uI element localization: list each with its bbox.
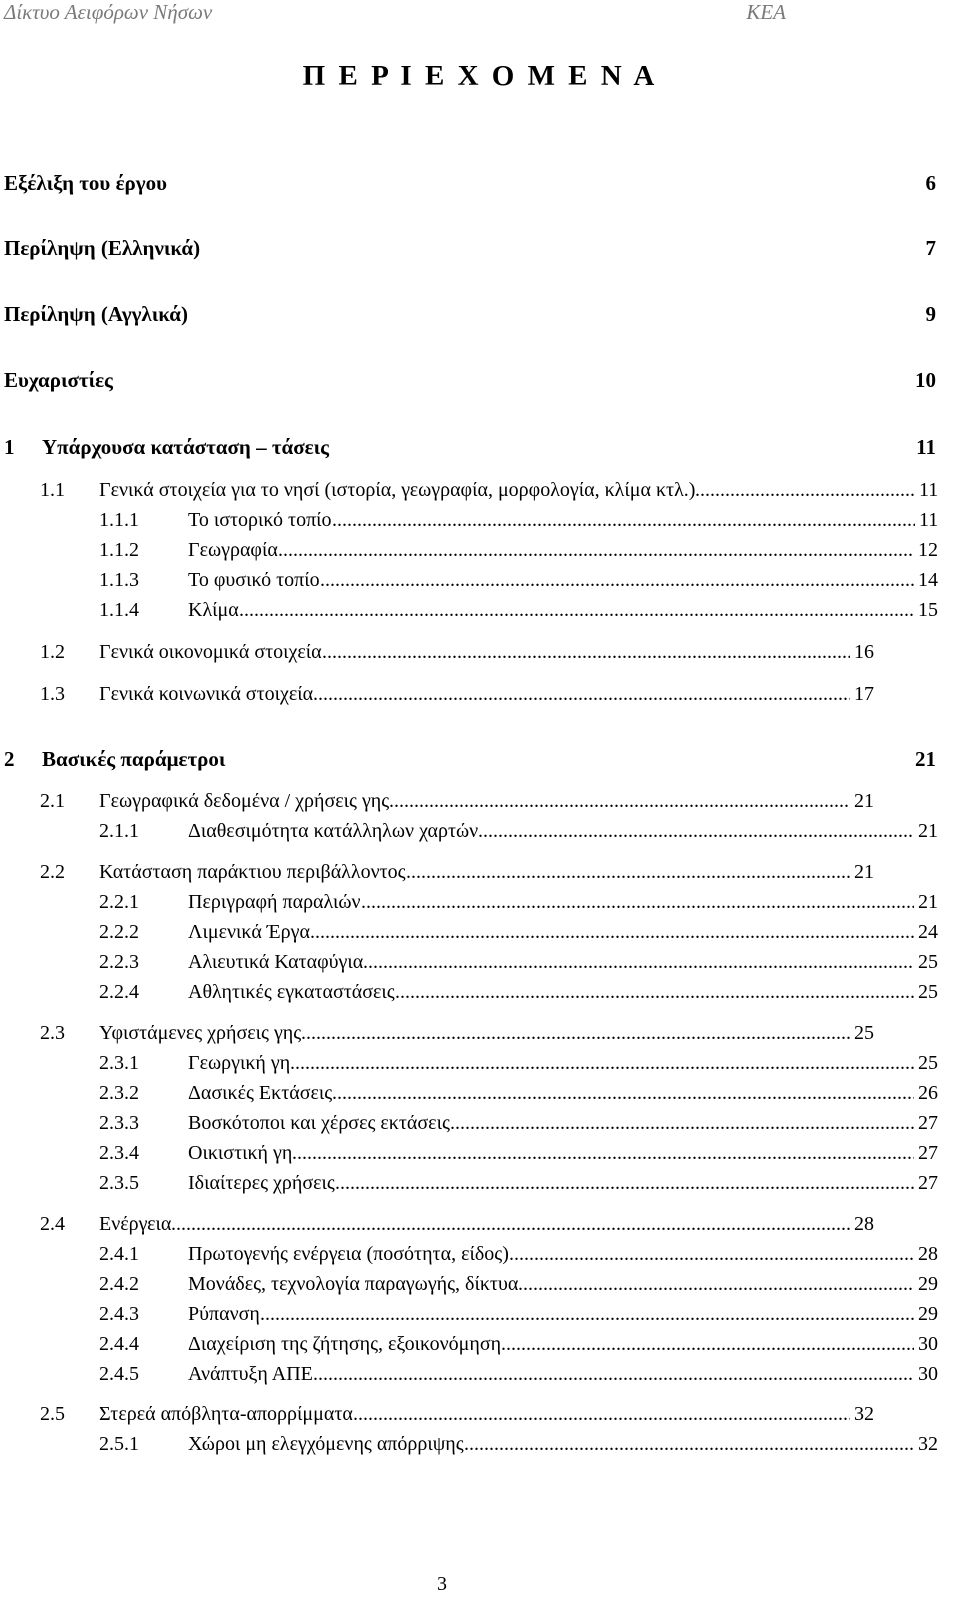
toc-entry-number: 2.3.2 [99,1082,139,1104]
toc-entry[interactable] [0,891,960,919]
toc-entry-page: 17 [854,683,874,705]
toc-entry[interactable] [0,1433,960,1461]
toc-entry-page: 21 [915,747,936,771]
toc-entry-leader-dots [292,1142,914,1170]
toc-entry[interactable] [0,1052,960,1080]
toc-entry-page: 24 [918,921,938,943]
toc-entry[interactable] [0,1213,960,1241]
toc-entry-number: 1.1.3 [99,569,139,591]
toc-entry-page: 7 [925,236,936,260]
toc-entry-number: 2.4.5 [99,1363,139,1385]
toc-entry-leader-dots [353,1403,850,1431]
toc-entry-label: Γενικά στοιχεία για το νησί (ιστορία, γεωγραφία, μορφολογία, κλίμα κτλ.) [99,479,696,501]
toc-entry[interactable] [0,951,960,979]
toc-entry-leader-dots [171,1213,850,1241]
toc-entry-leader-dots [278,539,914,567]
toc-entry-number: 2.1.1 [99,820,139,842]
toc-entry-label: Ενέργεια [99,1213,172,1235]
toc-entry-label: Γεωγραφία [188,539,278,561]
toc-entry[interactable] [0,1333,960,1361]
toc-entry-number: 2.5.1 [99,1433,139,1455]
toc-entry-leader-dots [239,599,914,627]
toc-entry-page: 30 [918,1333,938,1355]
toc-entry-leader-dots [464,1433,914,1461]
toc-entry-leader-dots [363,951,914,979]
toc-entry-label: Γεωγραφικά δεδομένα / χρήσεις γης [99,790,390,812]
toc-entry-label: Λιμενικά Έργα [188,921,310,943]
toc-entry[interactable] [0,1112,960,1140]
toc-entry-number: 2.1 [40,790,65,812]
toc-entry[interactable] [0,435,960,463]
toc-entry-label: Διαχείριση της ζήτησης, εξοικονόμηση [188,1333,502,1355]
toc-entry-page: 27 [918,1142,938,1164]
toc-entry-number: 2.3.4 [99,1142,139,1164]
toc-entry-number: 2.4.2 [99,1273,139,1295]
toc-entry-leader-dots [478,820,914,848]
toc-entry[interactable] [0,171,960,199]
toc-entry-label: Δασικές Εκτάσεις [188,1082,333,1104]
toc-entry-label: Ρύπανση [188,1303,260,1325]
toc-entry-leader-dots [332,1082,914,1110]
toc-entry-label: Μονάδες, τεχνολογία παραγωγής, δίκτυα [188,1273,519,1295]
toc-entry-number: 1.1 [40,479,65,501]
toc-entry[interactable] [0,981,960,1009]
toc-entry-page: 14 [918,569,938,591]
toc-entry-page: 27 [918,1172,938,1194]
toc-entry-label: Γενικά οικονομικά στοιχεία [99,641,322,663]
toc-entry-page: 30 [918,1363,938,1385]
toc-entry-number: 2.5 [40,1403,65,1425]
toc-entry-number: 2.4.1 [99,1243,139,1265]
toc-entry[interactable] [0,921,960,949]
toc-entry-leader-dots [310,921,914,949]
toc-entry-number: 2.3.3 [99,1112,139,1134]
toc-entry-label: Διαθεσιμότητα κατάλληλων χαρτών [188,820,479,842]
toc-entry-number: 2.3 [40,1022,65,1044]
toc-entry[interactable] [0,1022,960,1050]
toc-entry[interactable] [0,1142,960,1170]
toc-entry-leader-dots [313,1363,914,1391]
toc-entry-page: 9 [925,302,936,326]
toc-entry-number: 2.2.2 [99,921,139,943]
toc-entry-page: 11 [919,509,939,531]
toc-entry-page: 21 [918,820,938,842]
toc-entry[interactable] [0,861,960,889]
toc-entry-number: 1.2 [40,641,65,663]
toc-entry-page: 26 [918,1082,938,1104]
toc-entry-leader-dots [518,1273,914,1301]
toc-entry-leader-dots [320,569,914,597]
toc-entry-label: Βοσκότοποι και χέρσες εκτάσεις [188,1112,450,1134]
toc-entry[interactable] [0,236,960,264]
toc-entry[interactable] [0,820,960,848]
toc-entry-label: Περιγραφή παραλιών [188,891,361,913]
toc-entry-label: Το φυσικό τοπίο [188,569,320,591]
toc-entry-label: Γεωργική γη [188,1052,291,1074]
toc-entry-number: 1.1.2 [99,539,139,561]
toc-entry-number: 2.2 [40,861,65,883]
toc-entry-leader-dots [509,1243,914,1271]
toc-entry-label: Χώροι μη ελεγχόμενης απόρριψης [188,1433,464,1455]
toc-entry-page: 11 [916,435,936,459]
toc-entry-leader-dots [322,641,850,669]
toc-entry-leader-dots [335,1172,914,1200]
toc-entry[interactable] [0,1403,960,1431]
toc-entry[interactable] [0,683,960,711]
running-head-right: ΚΕΑ [746,0,786,24]
toc-entry-label: Εξέλιξη του έργου [4,171,168,195]
toc-entry-page: 10 [915,368,936,392]
toc-entry[interactable] [0,599,960,627]
toc-entry[interactable] [0,747,960,775]
toc-entry[interactable] [0,302,960,330]
toc-entry-number: 2.2.1 [99,891,139,913]
toc-entry-leader-dots [332,509,915,537]
toc-entry[interactable] [0,641,960,669]
toc-entry-leader-dots [501,1333,914,1361]
toc-entry[interactable] [0,509,960,537]
toc-entry-page: 6 [925,171,936,195]
toc-entry-number: 1.1.1 [99,509,139,531]
toc-entry[interactable] [0,539,960,567]
page-title: Π Ε Ρ Ι Ε Χ Ο Μ Ε Ν Α [302,60,658,92]
running-head [0,0,960,28]
toc-entry-page: 12 [918,539,938,561]
toc-entry[interactable] [0,1363,960,1391]
toc-entry-leader-dots [260,1303,914,1331]
toc-entry-label: Αλιευτικά Καταφύγια [188,951,364,973]
toc-entry-page: 11 [919,479,939,501]
toc-entry-label: Γενικά κοινωνικά στοιχεία [99,683,314,705]
toc-entry[interactable] [0,1243,960,1271]
running-head-left: Δίκτυο Αειφόρων Νήσων [4,0,213,24]
toc-entry-leader-dots [695,479,915,507]
toc-entry-label: Ιδιαίτερες χρήσεις [188,1172,335,1194]
toc-entry-page: 28 [854,1213,874,1235]
toc-entry-label: Οικιστική γη [188,1142,293,1164]
toc-entry[interactable] [0,790,960,818]
toc-entry[interactable] [0,479,960,507]
toc-entry[interactable] [0,1172,960,1200]
toc-entry-page: 15 [918,599,938,621]
page-number: 3 [437,1573,447,1595]
toc-entry-page: 21 [918,891,938,913]
toc-entry-number: 2 [4,747,15,771]
toc-entry-number: 1 [4,435,15,459]
toc-entry-label: Κλίμα [188,599,239,621]
toc-entry-page: 27 [918,1112,938,1134]
toc-entry-leader-dots [361,891,914,919]
toc-entry-leader-dots [406,861,850,889]
toc-entry-leader-dots [389,790,850,818]
toc-entry-label: Στερεά απόβλητα-απορρίμματα [99,1403,353,1425]
toc-entry-leader-dots [290,1052,914,1080]
toc-entry-leader-dots [313,683,850,711]
toc-entry-page: 28 [918,1243,938,1265]
toc-entry-number: 2.3.5 [99,1172,139,1194]
toc-entry-number: 2.2.4 [99,981,139,1003]
toc-entry[interactable] [0,1273,960,1301]
toc-entry-page: 16 [854,641,874,663]
toc-entry-page: 25 [854,1022,874,1044]
toc-entry[interactable] [0,569,960,597]
toc-entry-label: Υπάρχουσα κατάσταση – τάσεις [42,435,330,459]
toc-entry-page: 25 [918,1052,938,1074]
toc-entry-leader-dots [301,1022,850,1050]
toc-entry-leader-dots [450,1112,914,1140]
toc-entry-page: 32 [918,1433,938,1455]
toc-entry-page: 21 [854,790,874,812]
toc-entry-leader-dots [395,981,914,1009]
toc-entry-page: 32 [854,1403,874,1425]
toc-entry-number: 1.1.4 [99,599,139,621]
toc-entry-label: Περίληψη (Αγγλικά) [4,302,188,326]
toc-entry-page: 25 [918,981,938,1003]
toc-entry-label: Πρωτογενής ενέργεια (ποσότητα, είδος) [188,1243,509,1265]
toc-entry-number: 2.2.3 [99,951,139,973]
toc-entry-label: Αθλητικές εγκαταστάσεις [188,981,395,1003]
toc-entry-page: 21 [854,861,874,883]
toc-entry-label: Ανάπτυξη ΑΠΕ [188,1363,313,1385]
toc-entry-label: Βασικές παράμετροι [42,747,226,771]
toc-entry-label: Υφιστάμενες χρήσεις γης [99,1022,302,1044]
toc-entry-label: Ευχαριστίες [4,368,113,392]
toc-entry-label: Κατάσταση παράκτιου περιβάλλοντος [99,861,406,883]
toc-entry-label: Το ιστορικό τοπίο [188,509,332,531]
toc-entry[interactable] [0,1303,960,1331]
toc-entry[interactable] [0,368,960,396]
toc-entry-page: 29 [918,1303,938,1325]
toc-entry-page: 29 [918,1273,938,1295]
toc-entry-label: Περίληψη (Ελληνικά) [4,236,201,260]
toc-entry-number: 2.3.1 [99,1052,139,1074]
toc-entry[interactable] [0,1082,960,1110]
toc-entry-number: 2.4.3 [99,1303,139,1325]
toc-entry-number: 2.4.4 [99,1333,139,1355]
toc-entry-number: 2.4 [40,1213,65,1235]
toc-entry-number: 1.3 [40,683,65,705]
toc-entry-page: 25 [918,951,938,973]
